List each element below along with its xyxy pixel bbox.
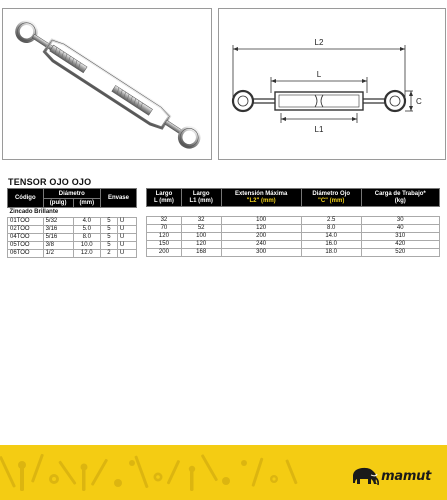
brand-wordmark: mamut (381, 468, 431, 484)
footer-banner (0, 445, 447, 500)
header-line1: Diámetro Ojo (312, 190, 350, 197)
cell-pulg: 5/16 (43, 234, 73, 242)
table-cell: 70 (147, 225, 182, 233)
header-line2: "L2" (mm) (246, 197, 276, 204)
turnbuckle-photo (3, 9, 211, 159)
header-codigo: Código (8, 189, 44, 208)
spec-table-right (146, 188, 440, 257)
table-row (8, 242, 137, 250)
table-cell: 168 (181, 249, 221, 257)
table-row (8, 226, 137, 234)
table-cell: 14.0 (301, 233, 361, 241)
cell-envase-qty: 5 (100, 218, 117, 226)
header-line1: Extensión Máxima (234, 190, 288, 197)
table-row (147, 233, 440, 241)
cell-mm: 5.0 (73, 226, 100, 234)
cell-envase-qty: 2 (100, 250, 117, 258)
header-line1: Largo (155, 190, 173, 197)
cell-pulg: 3/8 (43, 242, 73, 250)
table-cell: 32 (181, 217, 221, 225)
header-column-2 (221, 189, 301, 207)
table-cell: 310 (361, 233, 439, 241)
table-row (147, 225, 440, 233)
table-cell: 2.5 (301, 217, 361, 225)
cell-mm: 4.0 (73, 218, 100, 226)
table-cell: 120 (181, 241, 221, 249)
header-column-3 (301, 189, 361, 207)
section-label: Zincado Brillante (9, 209, 59, 215)
table-cell: 200 (147, 249, 182, 257)
header-line2: L (mm) (153, 197, 174, 204)
section-spacer (147, 207, 440, 217)
table-row (147, 217, 440, 225)
cell-envase-qty: 5 (100, 234, 117, 242)
header-pulg: (pulg) (43, 199, 73, 208)
cell-mm: 8.0 (73, 234, 100, 242)
cell-codigo: 04TOO (8, 234, 44, 242)
mammoth-logo-icon (350, 465, 380, 487)
header-mm: (mm) (73, 199, 100, 208)
dimension-label-l2: L2 (314, 38, 324, 47)
dimension-drawing-panel (218, 8, 446, 160)
cell-pulg: 5/32 (43, 218, 73, 226)
cell-pulg: 1/2 (43, 250, 73, 258)
table-cell: 52 (181, 225, 221, 233)
table-cell: 120 (147, 233, 182, 241)
cell-envase-unit: U (117, 226, 136, 234)
table-cell: 16.0 (301, 241, 361, 249)
table-cell: 32 (147, 217, 182, 225)
header-diametro: Diámetro (43, 189, 100, 199)
table-cell: 520 (361, 249, 439, 257)
header-line2: (kg) (394, 197, 406, 204)
product-images (0, 0, 447, 160)
table-row (8, 250, 137, 258)
table-cell: 150 (147, 241, 182, 249)
cell-envase-qty: 5 (100, 226, 117, 234)
header-column-0 (147, 189, 182, 207)
header-column-4 (361, 189, 439, 207)
dimension-label-l1: L1 (314, 125, 324, 134)
cell-envase-qty: 5 (100, 242, 117, 250)
table-cell: 300 (221, 249, 301, 257)
table-cell: 8.0 (301, 225, 361, 233)
cell-envase-unit: U (117, 218, 136, 226)
table-cell: 100 (181, 233, 221, 241)
header-line2: "C" (mm) (317, 197, 345, 204)
cell-codigo: 06TOO (8, 250, 44, 258)
table-cell: 240 (221, 241, 301, 249)
table-row (147, 249, 440, 257)
cell-mm: 12.0 (73, 250, 100, 258)
product-title: TENSOR OJO OJO (8, 177, 92, 187)
dimension-label-c: C (416, 97, 422, 106)
turnbuckle-dimension-drawing (219, 9, 445, 159)
cell-envase-unit: U (117, 250, 136, 258)
cell-envase-unit: U (117, 242, 136, 250)
table-cell: 18.0 (301, 249, 361, 257)
table-cell: 100 (221, 217, 301, 225)
table-row (8, 218, 137, 226)
table-cell: 40 (361, 225, 439, 233)
table-cell: 30 (361, 217, 439, 225)
header-column-1 (181, 189, 221, 207)
cell-mm: 10.0 (73, 242, 100, 250)
dimension-label-l: L (316, 70, 322, 79)
table-cell: 420 (361, 241, 439, 249)
cell-codigo: 02TOO (8, 226, 44, 234)
cell-codigo: 05TOO (8, 242, 44, 250)
table-cell: 200 (221, 233, 301, 241)
cell-envase-unit: U (117, 234, 136, 242)
spec-table-left (7, 188, 137, 258)
table-cell: 120 (221, 225, 301, 233)
header-line2: L1 (mm) (189, 197, 213, 204)
header-line1: Carga de Trabajo* (374, 190, 426, 197)
cell-pulg: 3/16 (43, 226, 73, 234)
header-line1: Largo (192, 190, 210, 197)
product-photo-panel (2, 8, 212, 160)
table-row (147, 241, 440, 249)
header-envase: Envase (100, 189, 136, 208)
brand-logo (350, 465, 431, 487)
table-row (8, 234, 137, 242)
cell-codigo: 01TOO (8, 218, 44, 226)
